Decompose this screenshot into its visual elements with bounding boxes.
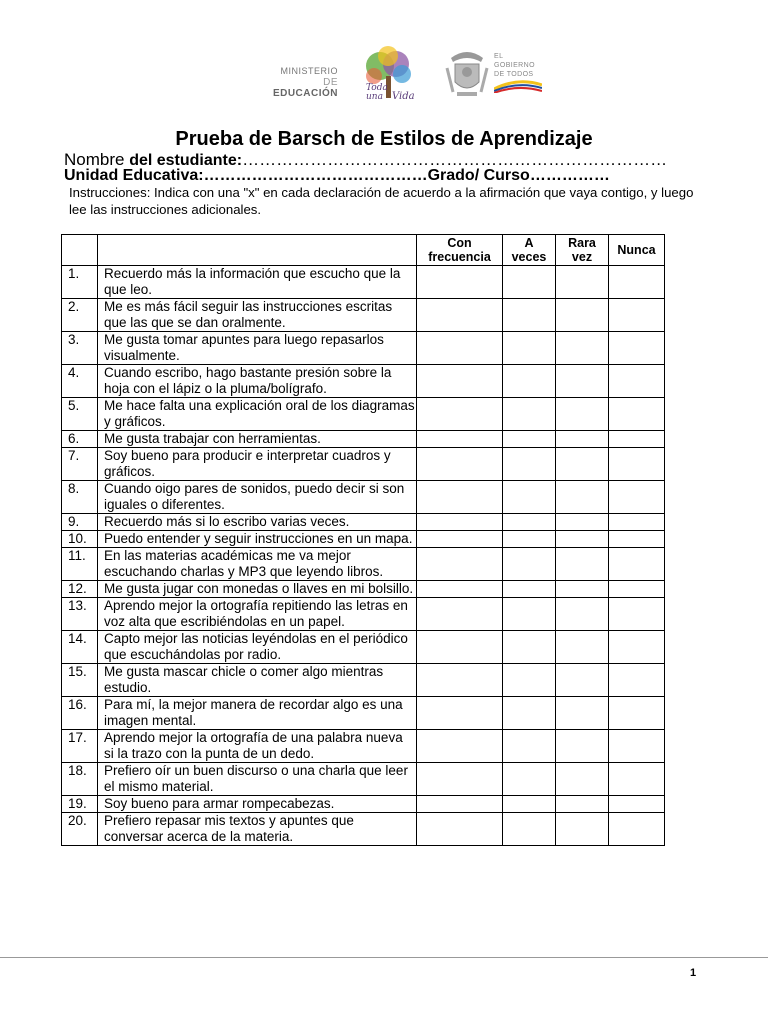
question-number: 19. [62,796,98,813]
table-row [62,299,665,332]
toda-label: Toda [366,83,388,93]
answer-cell[interactable] [503,448,556,481]
answer-cell[interactable] [503,365,556,398]
question-statement: Recuerdo más la información que escucho que la que leo. [98,266,417,299]
table-row [62,631,665,664]
table-row [62,481,665,514]
answer-cell[interactable] [609,531,665,548]
answer-cell[interactable] [417,481,503,514]
answer-cell[interactable] [556,598,609,631]
nombre-bold-label: del estudiante: [129,152,243,169]
answer-cell[interactable] [609,431,665,448]
answer-cell[interactable] [609,631,665,664]
answer-cell[interactable] [609,448,665,481]
answer-cell[interactable] [417,266,503,299]
column-header-line1: A [524,236,534,250]
column-header [609,235,665,266]
question-number: 14. [62,631,98,664]
question-statement: Soy bueno para producir e interpretar cuadros y gráficos. [98,448,417,481]
column-header-line2: frecuencia [428,250,491,264]
answer-cell[interactable] [417,514,503,531]
page-number: 1 [690,967,697,979]
answer-cell[interactable] [503,398,556,431]
answer-cell[interactable] [417,598,503,631]
answer-cell[interactable] [417,548,503,581]
question-number: 4. [62,365,98,398]
answer-cell[interactable] [556,730,609,763]
table-row [62,266,665,299]
answer-cell[interactable] [417,448,503,481]
question-statement: Capto mejor las noticias leyéndolas en el periódico que escuchándolas por radio. [98,631,417,664]
answer-cell[interactable] [556,763,609,796]
answer-cell[interactable] [609,664,665,697]
answer-cell[interactable] [417,763,503,796]
answer-cell[interactable] [417,398,503,431]
answer-cell[interactable] [503,730,556,763]
answer-cell[interactable] [503,299,556,332]
table-row [62,431,665,448]
question-statement: Prefiero repasar mis textos y apuntes que conversar acerca de la materia. [98,813,417,846]
question-statement: Puedo entender y seguir instrucciones en un mapa. [98,531,417,548]
page-title: Prueba de Barsch de Estilos de Aprendizaje [175,128,593,150]
answer-cell[interactable] [609,481,665,514]
answer-cell[interactable] [609,299,665,332]
answer-cell[interactable] [417,299,503,332]
question-statement: Prefiero oír un buen discurso o una charla que leer el mismo material. [98,763,417,796]
questionnaire-table [61,234,665,846]
answer-cell[interactable] [417,581,503,598]
answer-cell[interactable] [556,664,609,697]
unidad-label: Unidad Educativa: [64,167,204,184]
answer-cell[interactable] [609,697,665,730]
question-number: 9. [62,514,98,531]
table-row [62,763,665,796]
column-header-line2: veces [511,250,547,264]
answer-cell[interactable] [503,763,556,796]
column-header-line1: Con [447,236,472,250]
answer-cell[interactable] [417,813,503,846]
answer-cell[interactable] [609,813,665,846]
question-statement: Cuando escribo, hago bastante presión sobre la hoja con el lápiz o la pluma/bolígrafo. [98,365,417,398]
answer-cell[interactable] [503,631,556,664]
question-number: 5. [62,398,98,431]
column-header [503,235,556,266]
answer-cell[interactable] [503,664,556,697]
ministerio-line2b: EDUCACIÓN [272,88,338,99]
table-row [62,448,665,481]
unidad-dots: …………………………………… [203,167,428,184]
question-number: 13. [62,598,98,631]
answer-cell[interactable] [417,365,503,398]
answer-cell[interactable] [556,581,609,598]
answer-cell[interactable] [556,813,609,846]
table-row [62,332,665,365]
answer-cell[interactable] [417,730,503,763]
column-header-line1: Rara [568,236,596,250]
vida-label: Vida [392,91,415,102]
answer-cell[interactable] [417,796,503,813]
answer-cell[interactable] [417,631,503,664]
table-row [62,365,665,398]
ministerio-line1: MINISTERIO [280,66,338,76]
gobierno-line2: GOBIERNO [494,62,535,69]
answer-cell[interactable] [609,548,665,581]
answer-cell[interactable] [609,266,665,299]
answer-cell[interactable] [556,796,609,813]
question-statement: Aprendo mejor la ortografía de una palabra nueva si la trazo con la punta de un dedo. [98,730,417,763]
gobierno-line3: DE TODOS [494,71,534,78]
column-header [417,235,503,266]
answer-cell[interactable] [556,365,609,398]
question-statement: Para mí, la mejor manera de recordar algo es una imagen mental. [98,697,417,730]
question-number: 7. [62,448,98,481]
table-row [62,664,665,697]
question-number: 10. [62,531,98,548]
table-row [62,697,665,730]
nombre-dots: ………………………………………………………………… [242,150,668,169]
answer-cell[interactable] [556,514,609,531]
table-row [62,398,665,431]
table-header-row [62,235,665,266]
header-num-cell [62,235,98,266]
question-statement: Cuando oigo pares de sonidos, puedo decir si son iguales o diferentes. [98,481,417,514]
answer-cell[interactable] [609,332,665,365]
answer-cell[interactable] [556,398,609,431]
column-header-line2: vez [571,250,593,264]
question-number: 16. [62,697,98,730]
answer-cell[interactable] [503,332,556,365]
answer-cell[interactable] [417,431,503,448]
answer-cell[interactable] [556,332,609,365]
answer-cell[interactable] [609,796,665,813]
grado-dots: …………… [529,167,610,184]
answer-cell[interactable] [556,431,609,448]
question-statement: Aprendo mejor la ortografía repitiendo las letras en voz alta que escribiéndolas en un papel. [98,598,417,631]
answer-cell[interactable] [556,299,609,332]
question-number: 6. [62,431,98,448]
table-row [62,598,665,631]
answer-cell[interactable] [417,697,503,730]
answer-cell[interactable] [503,598,556,631]
question-statement: Me gusta trabajar con herramientas. [98,431,417,448]
answer-cell[interactable] [417,332,503,365]
column-header-line1: Nunca [617,243,656,257]
table-row [62,514,665,531]
question-statement: Me gusta mascar chicle o comer algo mientras estudio. [98,664,417,697]
table-row [62,813,665,846]
gobierno-line1: EL [494,53,504,60]
nombre-label: Nombre [64,150,130,169]
gobierno-logo [494,52,542,96]
question-number: 15. [62,664,98,697]
ministerio-line2a: DE [323,77,338,88]
column-header [556,235,609,266]
answer-cell[interactable] [503,531,556,548]
question-number: 3. [62,332,98,365]
answer-cell[interactable] [609,398,665,431]
question-number: 20. [62,813,98,846]
answer-cell[interactable] [503,796,556,813]
header-statement-cell [98,235,417,266]
question-statement: Recuerdo más si lo escribo varias veces. [98,514,417,531]
answer-cell[interactable] [609,763,665,796]
answer-cell[interactable] [503,697,556,730]
grado-label: Grado/ Curso [427,167,530,184]
answer-cell[interactable] [556,531,609,548]
flag-swoosh-icon [494,79,542,93]
answer-cell[interactable] [609,365,665,398]
answer-cell[interactable] [503,581,556,598]
answer-cell[interactable] [417,531,503,548]
question-number: 8. [62,481,98,514]
question-statement: En las materias académicas me va mejor escuchando charlas y MP3 que leyendo libros. [98,548,417,581]
question-number: 11. [62,548,98,581]
answer-cell[interactable] [503,481,556,514]
answer-cell[interactable] [609,581,665,598]
question-statement: Me gusta jugar con monedas o llaves en mi bolsillo. [98,581,417,598]
answer-cell[interactable] [417,664,503,697]
answer-cell[interactable] [556,448,609,481]
table-row [62,581,665,598]
question-number: 12. [62,581,98,598]
question-statement: Me gusta tomar apuntes para luego repasarlos visualmente. [98,332,417,365]
table-row [62,548,665,581]
answer-cell[interactable] [556,266,609,299]
answer-cell[interactable] [609,598,665,631]
answer-cell[interactable] [503,431,556,448]
question-statement: Me es más fácil seguir las instrucciones escritas que las que se dan oralmente. [98,299,417,332]
table-row [62,531,665,548]
answer-cell[interactable] [556,548,609,581]
table-row [62,730,665,763]
answer-cell[interactable] [503,548,556,581]
header-logos [258,44,548,104]
question-statement: Soy bueno para armar rompecabezas. [98,796,417,813]
answer-cell[interactable] [556,697,609,730]
coat-of-arms-icon [443,48,491,100]
question-number: 17. [62,730,98,763]
footer-divider [0,957,768,958]
answer-cell[interactable] [503,813,556,846]
unidad-grado-line [64,167,610,185]
answer-cell[interactable] [503,266,556,299]
ministerio-logo [258,66,338,99]
question-statement: Me hace falta una explicación oral de los diagramas y gráficos. [98,398,417,431]
question-number: 18. [62,763,98,796]
instructions-text: Instrucciones: Indica con una "x" en cada declaración de acuerdo a la afirmación que vaya contigo, y luego lee las instrucciones adicionales. [69,185,694,217]
answer-cell[interactable] [503,514,556,531]
answer-cell[interactable] [609,514,665,531]
answer-cell[interactable] [556,481,609,514]
una-label: una [366,92,383,102]
question-number: 2. [62,299,98,332]
question-number: 1. [62,266,98,299]
toda-una-vida-logo [358,46,418,104]
answer-cell[interactable] [556,631,609,664]
answer-cell[interactable] [609,730,665,763]
table-row [62,796,665,813]
